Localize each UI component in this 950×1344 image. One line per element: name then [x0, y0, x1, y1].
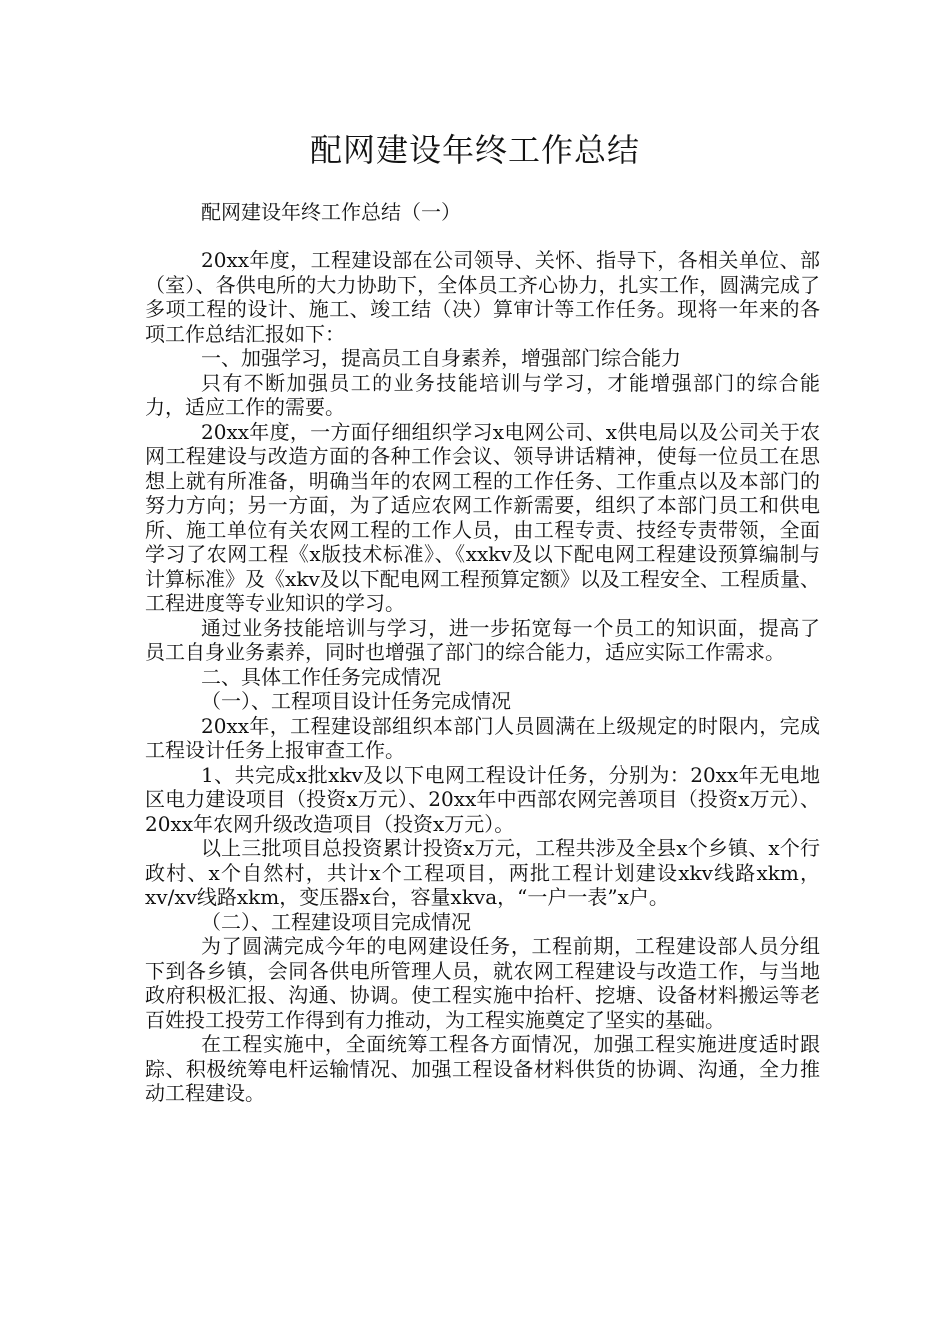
paragraph: 20xx年度，一方面仔细组织学习x电网公司、x供电局以及公司关于农网工程建设与改造方面的各种工作会议、领导讲话精神，使每一位员工在思想上就有所准备，明确当年的农网工程的工作任务、工作重点以及本部门的努力方向；另一方面，为了适应农网工作新需要，组织了本部门员工和供电所、施工单位有关农网工程的工作人员，由工程专责、技经专责带领，全面学习了农网工程《x版技术标准》、《xxkv及以下配电网工程建设预算编制与计算标准》及《xkv及以下配电网工程预算定额》以及工程安全、工程质量、工程进度等专业知识的学习。 [145, 419, 820, 615]
paragraph: 20xx年，工程建设部组织本部门人员圆满在上级规定的时限内，完成工程设计任务上报审查工作。 [145, 713, 820, 762]
paragraph: 只有不断加强员工的业务技能培训与学习，才能增强部门的综合能力，适应工作的需要。 [145, 370, 820, 419]
subsection-heading-2: （二）、工程建设项目完成情况 [201, 909, 471, 934]
paragraph: 1、共完成x批xkv及以下电网工程设计任务，分别为：20xx年无电地区电力建设项目（投资x万元）、20xx年中西部农网完善项目（投资x万元）、20xx年农网升级改造项目（投资x万元）。 [145, 762, 820, 836]
paragraph-intro: 20xx年度，工程建设部在公司领导、关怀、指导下，各相关单位、部（室）、各供电所的大力协助下，全体员工齐心协力，扎实工作，圆满完成了多项工程的设计、施工、竣工结（决）算审计等工作任务。现将一年来的各项工作总结汇报如下： [145, 248, 820, 346]
paragraph: 在工程实施中，全面统筹工程各方面情况，加强工程实施进度适时跟踪、积极统筹电杆运输情况、加强工程设备材料供货的协调、沟通，全力推动工程建设。 [145, 1032, 820, 1105]
document-title: 配网建设年终工作总结 [309, 131, 640, 169]
document-subtitle: 配网建设年终工作总结（一） [201, 200, 461, 224]
section-heading-1: 一、加强学习，提高员工自身素养，增强部门综合能力 [201, 346, 681, 370]
paragraph: 以上三批项目总投资累计投资x万元，工程共涉及全县x个乡镇、x个行政村、x个自然村，共计x个工程项目，两批工程计划建设xkv线路xkm，xv/xv线路xkm，变压器x台，容量xkva，“一户一表”x户。 [145, 836, 820, 909]
section-heading-2: 二、具体工作任务完成情况 [201, 664, 441, 689]
document-body [145, 248, 820, 1106]
paragraph: 为了圆满完成今年的电网建设任务，工程前期，工程建设部人员分组下到各乡镇，会同各供电所管理人员，就农网工程建设与改造工作，与当地政府积极汇报、沟通、协调。使工程实施中抬杆、挖塘、设备材料搬运等老百姓投工投劳工作得到有力推动，为工程实施奠定了坚实的基础。 [145, 934, 820, 1032]
subsection-heading-1: （一）、工程项目设计任务完成情况 [201, 689, 511, 713]
paragraph: 通过业务技能培训与学习，进一步拓宽每一个员工的知识面，提高了员工自身业务素养，同时也增强了部门的综合能力，适应实际工作需求。 [145, 615, 820, 664]
